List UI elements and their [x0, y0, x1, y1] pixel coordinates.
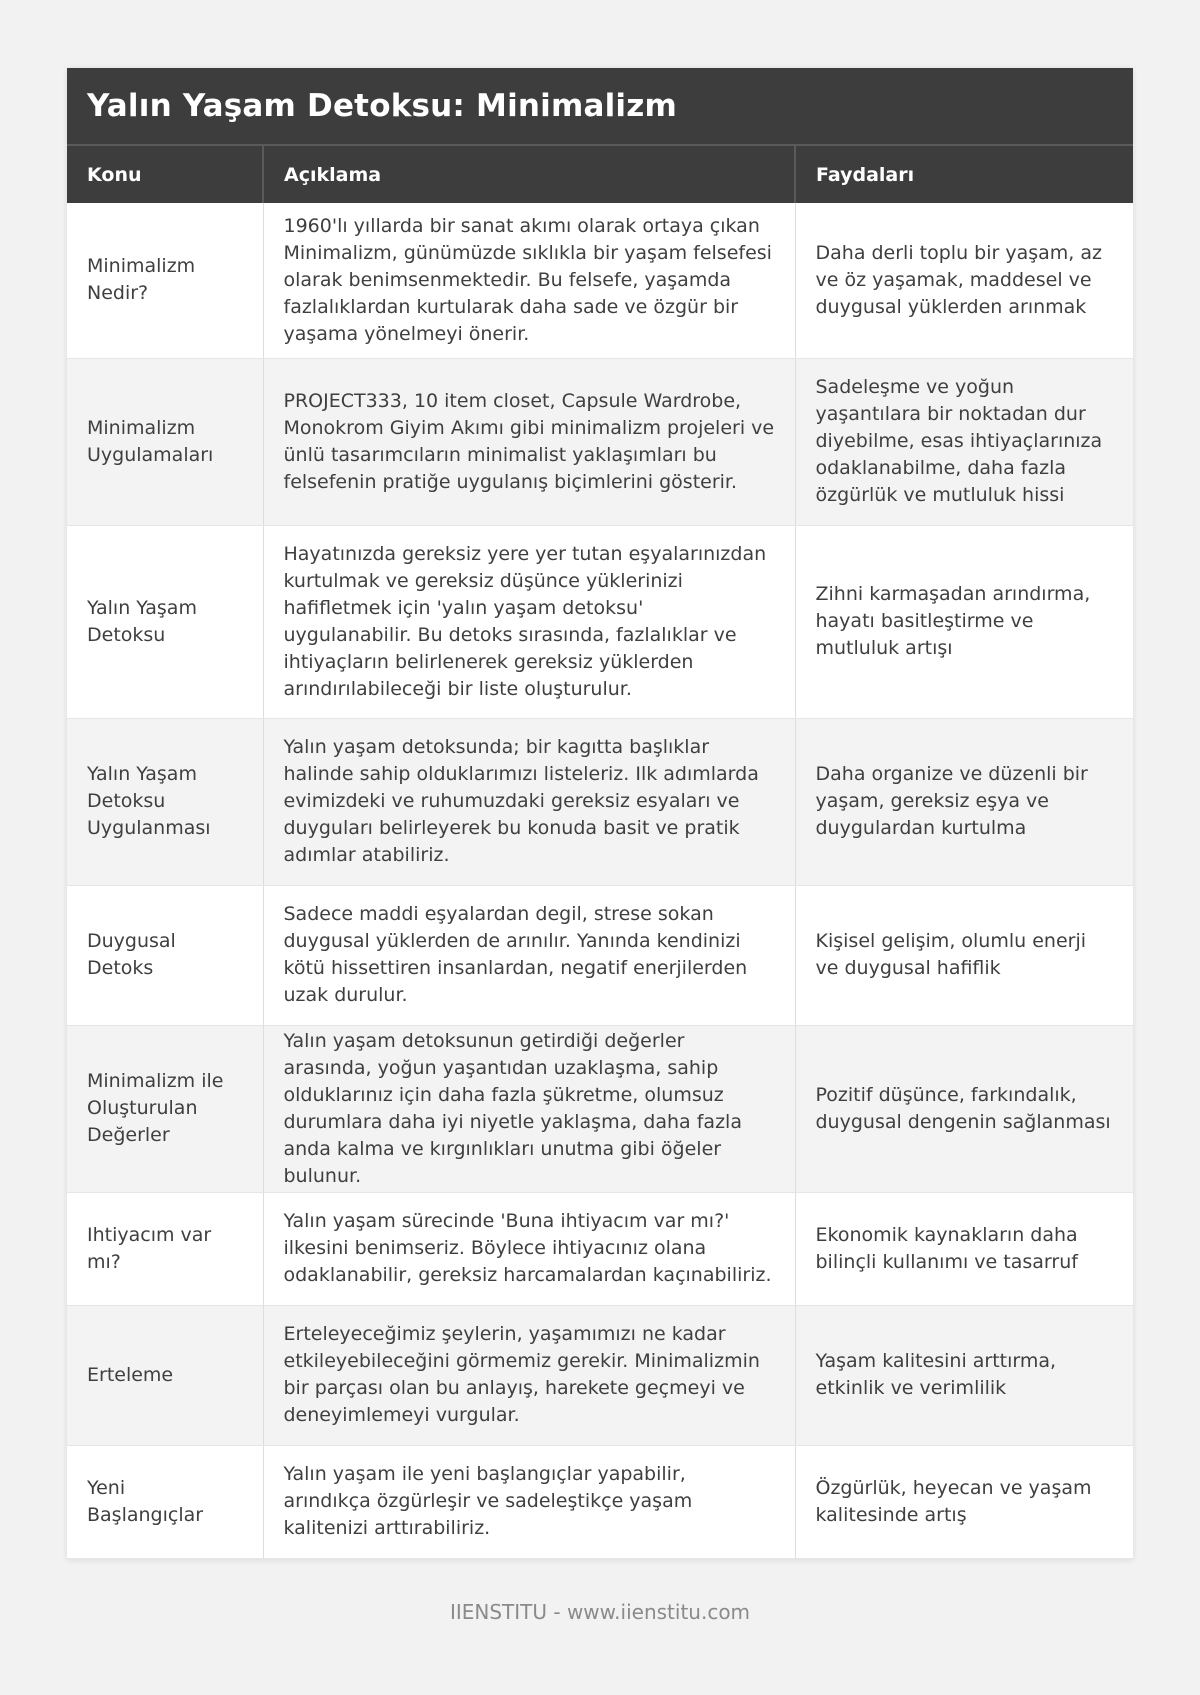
- column-header-benefits: Faydaları: [795, 145, 1133, 203]
- cell-benefits: Zihni karmaşadan arındırma, hayatı basitleştirme ve mutluluk artışı: [795, 525, 1133, 718]
- cell-description: 1960'lı yıllarda bir sanat akımı olarak ortaya çıkan Minimalizm, günümüzde sıklıkla bir yaşam felsefesi olarak benimsenmektedir. Bu felsefe, yaşamda fazlalıklardan kurtularak daha sade ve özgür bir yaşama yönelmeyi önerir.: [263, 203, 795, 358]
- table-row: [67, 358, 1133, 525]
- table-row: [67, 1192, 1133, 1305]
- minimalism-table: [67, 144, 1133, 1559]
- cell-benefits: Daha derli toplu bir yaşam, az ve öz yaşamak, maddesel ve duygusal yüklerden arınmak: [795, 203, 1133, 358]
- table-row: [67, 203, 1133, 358]
- cell-topic: Ihtiyacım var mı?: [67, 1192, 263, 1305]
- cell-benefits: Sadeleşme ve yoğun yaşantılara bir noktadan dur diyebilme, esas ihtiyaçlarınıza odaklanabilme, daha fazla özgürlük ve mutluluk hissi: [795, 358, 1133, 525]
- cell-topic: Minimalizm ile Oluşturulan Değerler: [67, 1025, 263, 1192]
- cell-topic: Duygusal Detoks: [67, 885, 263, 1025]
- table-row: [67, 718, 1133, 885]
- cell-description: Yalın yaşam detoksunun getirdiği değerler arasında, yoğun yaşantıdan uzaklaşma, sahip olduklarınız için daha fazla şükretme, olumsuz durumlara daha iyi niyetle yaklaşma, daha fazla anda kalma ve kırgınlıkları unutma gibi öğeler bulunur.: [263, 1025, 795, 1192]
- footer-credit: IIENSTITU - www.iienstitu.com: [449, 1600, 751, 1624]
- cell-description: Yalın yaşam sürecinde 'Buna ihtiyacım var mı?' ilkesini benimseriz. Böylece ihtiyacınız olana odaklanabilir, gereksiz harcamalardan kaçınabiliriz.: [263, 1192, 795, 1305]
- cell-topic: Yalın Yaşam Detoksu: [67, 525, 263, 718]
- cell-benefits: Yaşam kalitesini arttırma, etkinlik ve verimlilik: [795, 1305, 1133, 1445]
- cell-description: PROJECT333, 10 item closet, Capsule Wardrobe, Monokrom Giyim Akımı gibi minimalizm projeleri ve ünlü tasarımcıların minimalist yaklaşımları bu felsefenin pratiğe uygulanış biçimlerini gösterir.: [263, 358, 795, 525]
- table-row: [67, 885, 1133, 1025]
- cell-description: Yalın yaşam ile yeni başlangıçlar yapabilir, arındıkça özgürleşir ve sadeleştikçe yaşam kalitenizi arttırabiliriz.: [263, 1445, 795, 1558]
- page-title: Yalın Yaşam Detoksu: Minimalizm: [67, 68, 1133, 144]
- table-row: [67, 1305, 1133, 1445]
- cell-benefits: Daha organize ve düzenli bir yaşam, gereksiz eşya ve duygulardan kurtulma: [795, 718, 1133, 885]
- cell-topic: Minimalizm Nedir?: [67, 203, 263, 358]
- cell-benefits: Ekonomik kaynakların daha bilinçli kullanımı ve tasarruf: [795, 1192, 1133, 1305]
- cell-description: Yalın yaşam detoksunda; bir kagıtta başlıklar halinde sahip olduklarımızı listeleriz. Ilk adımlarda evimizdeki ve ruhumuzdaki gereksiz esyaları ve duyguları belirleyerek bu konuda basit ve pratik adımlar atabiliriz.: [263, 718, 795, 885]
- cell-topic: Minimalizm Uygulamaları: [67, 358, 263, 525]
- table-row: [67, 1025, 1133, 1192]
- cell-topic: Erteleme: [67, 1305, 263, 1445]
- content-card: [67, 68, 1133, 1559]
- cell-description: Sadece maddi eşyalardan degil, strese sokan duygusal yüklerden de arınılır. Yanında kendinizi kötü hissettiren insanlardan, negatif enerjilerden uzak durulur.: [263, 885, 795, 1025]
- table-row: [67, 525, 1133, 718]
- cell-benefits: Pozitif düşünce, farkındalık, duygusal dengenin sağlanması: [795, 1025, 1133, 1192]
- cell-benefits: Kişisel gelişim, olumlu enerji ve duygusal hafiflik: [795, 885, 1133, 1025]
- cell-topic: Yalın Yaşam Detoksu Uygulanması: [67, 718, 263, 885]
- cell-description: Erteleyeceğimiz şeylerin, yaşamımızı ne kadar etkileyebileceğini görmemiz gerekir. Minimalizmin bir parçası olan bu anlayış, harekete geçmeyi ve deneyimlemeyi vurgular.: [263, 1305, 795, 1445]
- table-header-row: [67, 145, 1133, 203]
- cell-topic: Yeni Başlangıçlar: [67, 1445, 263, 1558]
- cell-description: Hayatınızda gereksiz yere yer tutan eşyalarınızdan kurtulmak ve gereksiz düşünce yüklerinizi hafifletmek için 'yalın yaşam detoksu' uygulanabilir. Bu detoks sırasında, fazlalıklar ve ihtiyaçların belirlenerek gereksiz yüklerden arındırılabileceği bir liste oluşturulur.: [263, 525, 795, 718]
- column-header-description: Açıklama: [263, 145, 795, 203]
- table-row: [67, 1445, 1133, 1558]
- column-header-topic: Konu: [67, 145, 263, 203]
- cell-benefits: Özgürlük, heyecan ve yaşam kalitesinde artış: [795, 1445, 1133, 1558]
